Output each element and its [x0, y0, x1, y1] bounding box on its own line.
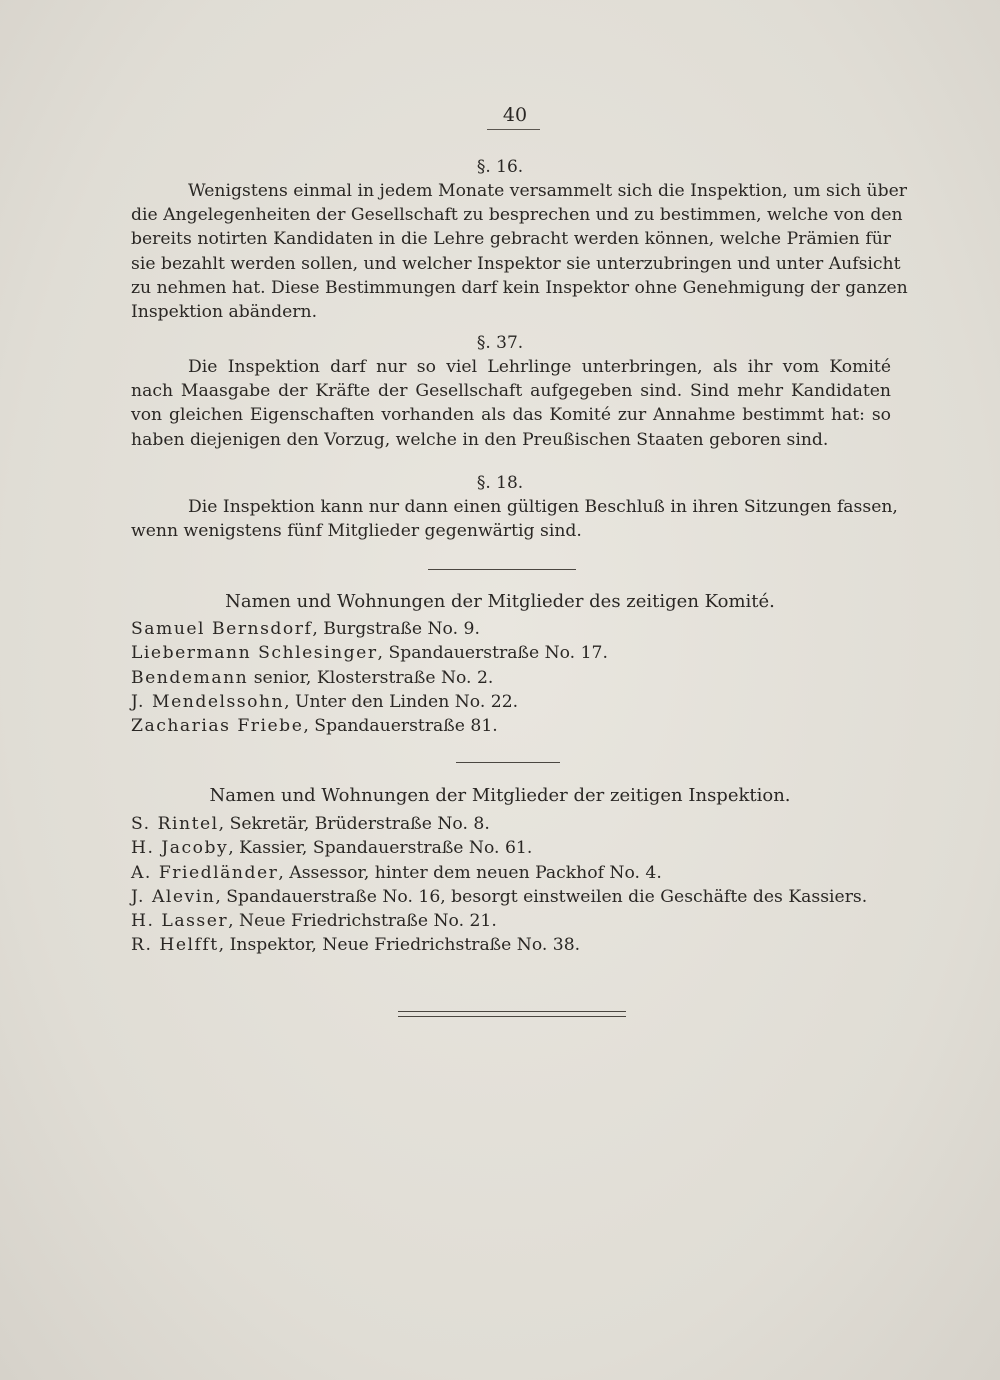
inspektion-member-list [131, 812, 867, 958]
member-name: Liebermann Schlesinger [131, 643, 378, 664]
member-address: , Spandauerstraße No. 17. [377, 643, 608, 664]
member-name: H. Jacoby [131, 838, 229, 859]
komite-member-list [131, 617, 608, 738]
paragraph-line: die Angelegenheiten der Gesellschaft zu besprechen und zu bestimmen, welche von den [131, 205, 903, 226]
section-title: §. 37. [476, 333, 524, 353]
member-name: R. Helfft [131, 935, 219, 956]
member-name: J. Alevin [131, 886, 216, 907]
section-title: §. 18. [476, 473, 524, 493]
list-item [131, 836, 867, 860]
list-item [131, 617, 608, 641]
section-title: §. 16. [476, 157, 524, 177]
paragraph-line: zu nehmen hat. Diese Bestimmungen darf kein Inspektor ohne Genehmigung der ganzen [131, 277, 908, 298]
list-item [131, 885, 867, 909]
member-address: , Sekretär, Brüderstraße No. 8. [218, 814, 490, 834]
member-name: J. Mendelssohn [131, 691, 285, 712]
list-item [131, 861, 867, 885]
list-item [131, 666, 608, 690]
member-address: , Spandauerstraße No. 16, besorgt einstweilen die Geschäfte des Kassiers. [215, 886, 868, 907]
section-paragraph [131, 355, 891, 452]
section-paragraph [131, 179, 908, 324]
member-address: , Inspektor, Neue Friedrichstraße No. 38. [218, 935, 581, 956]
member-address: , Unter den Linden No. 22. [284, 691, 519, 712]
member-name: Zacharias Friebe [131, 716, 304, 737]
page-number-rule [487, 129, 540, 130]
paragraph-line: Wenigstens einmal in jedem Monate versammelt sich die Inspektion, um sich über [188, 181, 907, 201]
member-address: , Burgstraße No. 9. [312, 619, 480, 639]
komite-heading: Namen und Wohnungen der Mitglieder des zeitigen Komité. [225, 591, 775, 612]
paragraph-line: sie bezahlt werden sollen, und welcher Inspektor sie unterzubringen und unter Aufsicht [131, 253, 901, 274]
list-item [131, 812, 867, 836]
member-address: , Spandauerstraße 81. [303, 716, 498, 737]
separator-rule [456, 762, 560, 763]
separator-rule [428, 569, 576, 570]
paragraph-line: von gleichen Eigenschaften vorhanden als das Komité zur Annahme bestimmt hat: so [131, 405, 891, 426]
paragraph-line: Inspektion abändern. [131, 302, 318, 323]
page-number: 40 [502, 104, 528, 126]
member-name: H. Lasser [131, 911, 229, 932]
list-item [131, 933, 867, 957]
member-address: , Kassier, Spandauerstraße No. 61. [228, 838, 533, 859]
closing-double-rule [398, 1011, 626, 1017]
list-item [131, 641, 608, 665]
member-address: , Neue Friedrichstraße No. 21. [228, 911, 497, 932]
paragraph-line: nach Maasgabe der Kräfte der Gesellschaft aufgegeben sind. Sind mehr Kandidaten [131, 381, 891, 402]
member-name: Bendemann [131, 667, 249, 688]
paragraph-line: Die Inspektion kann nur dann einen gültigen Beschluß in ihren Sitzungen fassen, [188, 497, 898, 517]
member-name: S. Rintel [131, 814, 219, 834]
member-name: A. Friedländer [131, 862, 279, 883]
paragraph-line: Die Inspektion darf nur so viel Lehrlinge unterbringen, als ihr vom Komité [188, 357, 891, 377]
section-paragraph [131, 495, 898, 543]
member-address: , Assessor, hinter dem neuen Packhof No. 4. [278, 862, 662, 883]
member-name: Samuel Bernsdorf [131, 619, 313, 639]
paragraph-line: bereits notirten Kandidaten in die Lehre gebracht werden können, welche Prämien für [131, 229, 891, 250]
paragraph-line: haben diejenigen den Vorzug, welche in den Preußischen Staaten geboren sind. [131, 429, 829, 450]
member-address: senior, Klosterstraße No. 2. [248, 667, 494, 688]
list-item [131, 690, 608, 714]
list-item [131, 714, 608, 738]
paragraph-line: wenn wenigstens fünf Mitglieder gegenwärtig sind. [131, 521, 582, 542]
inspektion-heading: Namen und Wohnungen der Mitglieder der zeitigen Inspektion. [209, 785, 791, 806]
list-item [131, 909, 867, 933]
